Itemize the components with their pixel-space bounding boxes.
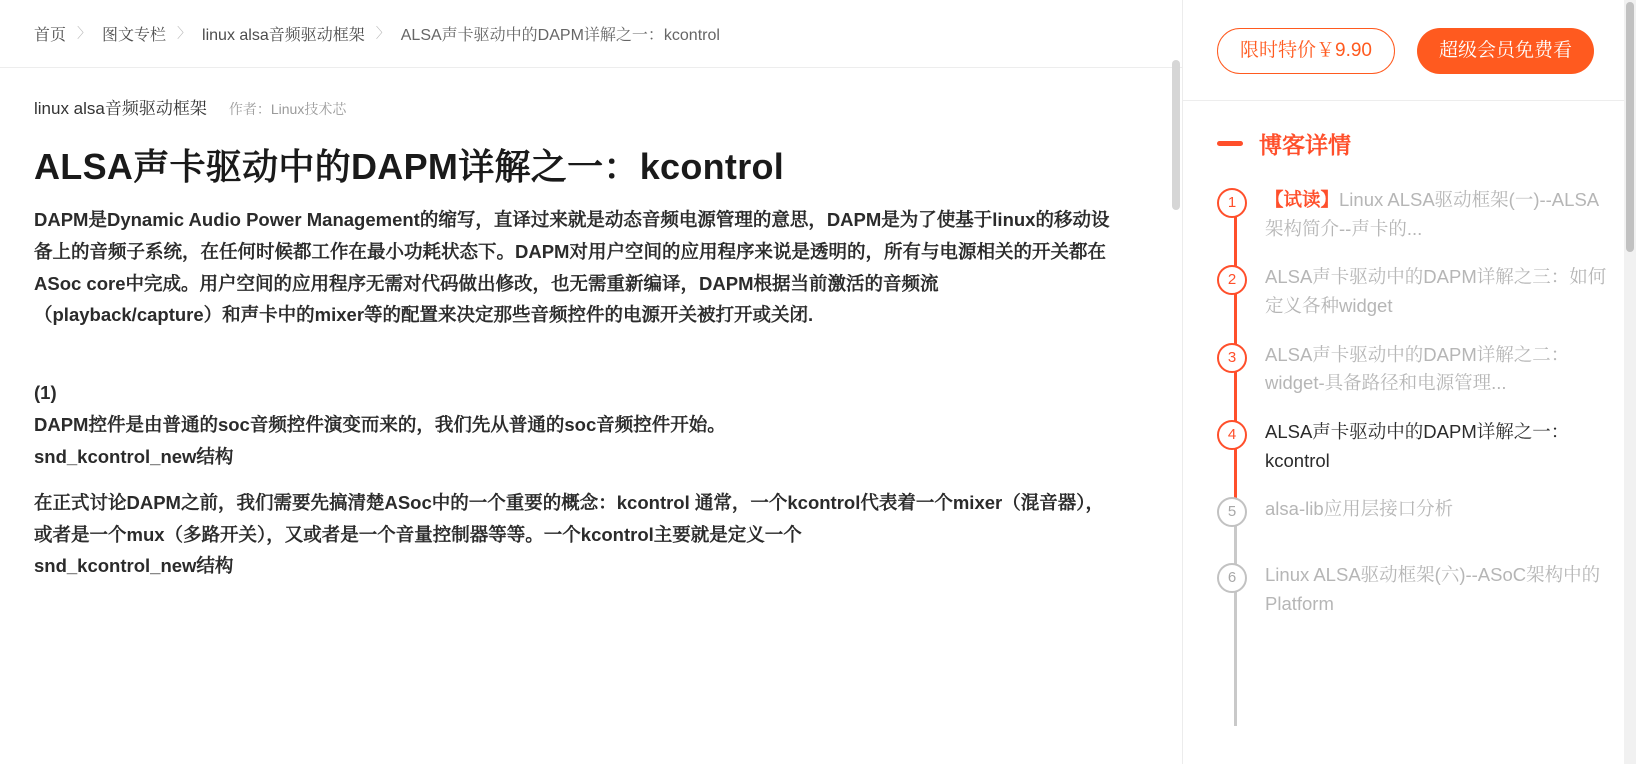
toc-list [1183,186,1628,726]
promo-row [1183,0,1628,74]
article-paragraph: snd_kcontrol_new结构 [34,445,234,467]
toc-item-label[interactable]: Linux ALSA驱动框架(六)--ASoC架构中的Platform [1265,564,1601,615]
toc-heading-label: 博客详情 [1259,132,1351,158]
list-item-current[interactable] [1217,418,1628,475]
article-scrollbar-thumb[interactable] [1172,60,1180,210]
page-scrollbar-thumb[interactable] [1626,2,1634,252]
paragraph-spacer [34,473,1116,487]
toc-heading [1183,101,1628,160]
paragraph-spacer [34,331,1116,377]
toc-item-number: 1 [1217,188,1247,218]
page-title: ALSA声卡驱动中的DAPM详解之一：kcontrol [34,146,785,187]
breadcrumb-separator-icon: 〉 [375,24,390,41]
sidebar [1182,0,1628,764]
toc-item-label[interactable]: alsa-lib应用层接口分析 [1265,498,1454,520]
article-column-name[interactable]: linux alsa音频驱动框架 [34,99,207,118]
list-item[interactable] [1217,341,1628,398]
toc-item-number: 5 [1217,497,1247,527]
toc-item-number: 2 [1217,265,1247,295]
toc-item-label[interactable]: ALSA声卡驱动中的DAPM详解之三：如何定义各种widget [1265,266,1607,317]
article-paragraph: DAPM控件是由普通的soc音频控件演变而来的，我们先从普通的soc音频控件开始。 [34,414,726,436]
breadcrumb-separator-icon: 〉 [77,24,92,41]
toc-item-number: 4 [1217,420,1247,450]
list-item[interactable] [1217,263,1628,320]
toc-heading-bar-icon [1217,141,1243,146]
toc-item-label[interactable] [1265,186,1628,243]
page-scrollbar[interactable] [1624,0,1636,764]
article-scrollbar[interactable] [1170,0,1182,764]
list-item[interactable] [1217,561,1628,618]
limited-price-button[interactable]: 限时特价￥9.90 [1217,28,1395,74]
toc-item-trial-badge: 【试读】 [1265,189,1340,210]
article-paragraph: DAPM是Dynamic Audio Power Management的缩写，直译过来就是动态音频电源管理的意思，DAPM是为了使基于linux的移动设备上的音频子系统，在任何时候都工作在最小功耗状态下。DAPM对用户空间的应用程序来说是透明的，所有与电源相关的开关都在ASoc core中完成。用户空间的应用程序无需对代码做出修改，也无需重新编译，DAPM根据当前激活的音频流（playback/capture）和声卡中的mixer等的配置来决定那些音频控件的电源开关被打开或关闭. [34,209,1110,326]
toc-item-number: 3 [1217,343,1247,373]
list-item[interactable] [1217,495,1628,541]
breadcrumb-item-home[interactable]: 首页 [34,27,67,44]
article-body [0,190,1182,582]
toc-item-label[interactable]: ALSA声卡驱动中的DAPM详解之一：kcontrol [1265,421,1570,471]
breadcrumb [0,0,1182,68]
article-author: 作者：Linux技术芯 [228,101,347,117]
article-meta [0,68,1182,119]
breadcrumb-item-current: ALSA声卡驱动中的DAPM详解之一：kcontrol [400,27,720,44]
breadcrumb-item-series[interactable]: linux alsa音频驱动框架 [202,27,365,44]
article-paragraph: snd_kcontrol_new结构 [34,555,234,577]
toc-item-number: 6 [1217,563,1247,593]
breadcrumb-item-column[interactable]: 图文专栏 [102,27,167,44]
toc-timeline-inactive [1234,516,1237,726]
list-item[interactable] [1217,186,1628,243]
toc-item-label[interactable]: ALSA声卡驱动中的DAPM详解之二：widget-具备路径和电源管理... [1265,343,1570,394]
article-section-marker: (1) [34,382,57,404]
vip-free-button[interactable]: 超级会员免费看 [1417,28,1594,74]
toc-item-title: Linux ALSA驱动框架(一)--ALSA架构简介--声卡的... [1265,189,1600,239]
article-paragraph: 在正式讨论DAPM之前，我们需要先搞清楚ASoc中的一个重要的概念：kcontrol 通常，一个kcontrol代表着一个mixer（混音器），或者是一个mux（多路开关），又或者是一个音量控制器等等。一个kcontrol主要就是定义一个 [34,491,1104,545]
breadcrumb-separator-icon: 〉 [177,24,192,41]
